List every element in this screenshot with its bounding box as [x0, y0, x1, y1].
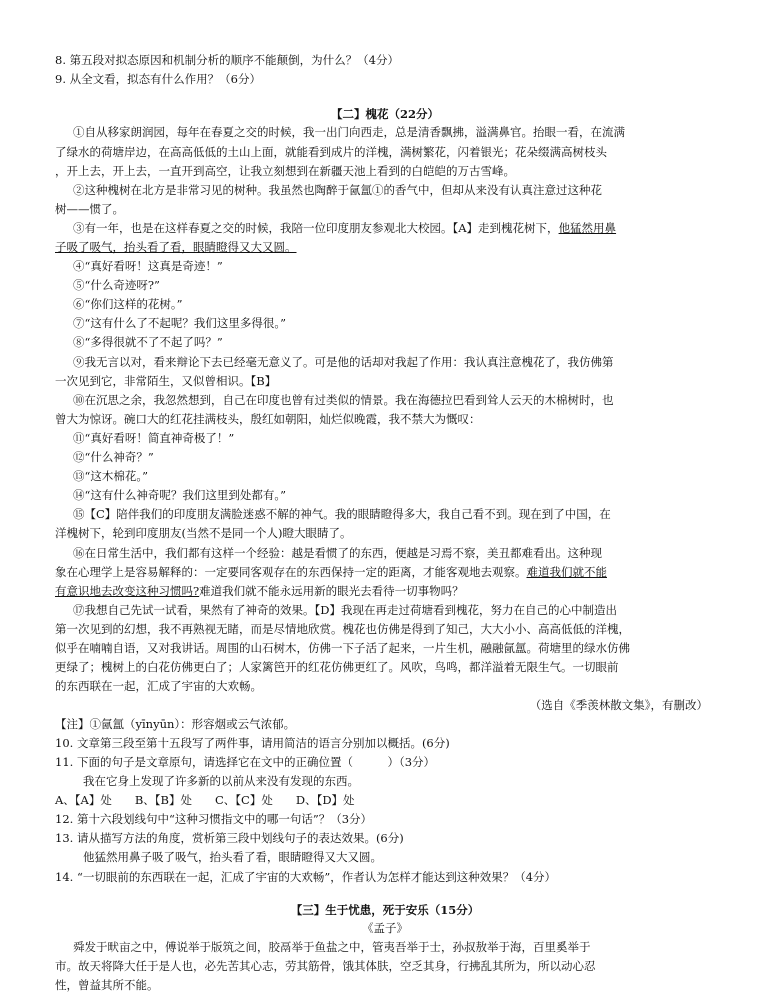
paragraph-6: ⑥“你们这样的花树。” — [73, 297, 183, 311]
paragraph-15-line-2: 洋槐树下，轮到印度朋友(当然不是同一个人)瞪大眼睛了。 — [55, 526, 352, 540]
paragraph-16-line-3 — [55, 583, 720, 600]
paragraph-2-line-2: 树——惯了。 — [55, 202, 124, 216]
paragraph-17-line-5: 的东西联在一起，汇成了宇宙的大欢畅。 — [55, 679, 262, 693]
question-13-sentence: 他猛然用鼻子吸了吸气，抬头看了看，眼睛瞪得又大又圆。 — [83, 850, 382, 864]
paragraph-17-line-4: 更绿了；槐树上的白花仿佛更白了；人家篱笆开的红花仿佛更红了。风吹，鸟鸣，都洋溢着无限生气。一切眼前 — [55, 660, 619, 674]
paragraph-16-text: 象在心理学上是容易解释的：一定要同客观存在的东西保持一定的距离，才能客观地去观察。 — [55, 565, 527, 579]
paragraph-14: ⑭“这有什么神奇呢？我们这里到处都有。” — [73, 488, 287, 502]
question-9: 9. 从全文看，拟态有什么作用？（6分） — [55, 72, 261, 86]
paragraph-17-line-1: ⑰我想自己先试一试看，果然有了神奇的效果。【D】我现在再走过荷塘看到槐花，努力在自己的心中制造出 — [73, 603, 617, 617]
paragraph-16-line-1: ⑯在日常生活中，我们都有这样一个经验：越是看惯了的东西，便越是习焉不察，美丑都难看出。这种现 — [73, 546, 602, 560]
paragraph-3-text: ③有一年，也是在这样春夏之交的时候，我陪一位印度朋友参观北大校园。【A】走到槐花树下， — [73, 221, 559, 235]
question-11-sentence: 我在它身上发现了许多新的以前从来没有发现的东西。 — [83, 774, 359, 788]
question-11: 11. 下面的句子是文章原句，请选择它在文中的正确位置（ ）（3分） — [55, 755, 436, 769]
paragraph-10-line-1: ⑩在沉思之余，我忽然想到，自己在印度也曾有过类似的情景。我在海德拉巴看到耸人云天的木棉树时，也 — [73, 393, 614, 407]
footnote: 【注】①氤氲（yīnyūn）：形容烟或云气浓郁。 — [55, 717, 296, 731]
paragraph-2-line-1: ②这种槐树在北方是非常习见的树种。我虽然也陶醉于氤氲①的香气中，但却从来没有认真注意过这种花 — [73, 183, 602, 197]
paragraph-16-line-2 — [55, 564, 720, 581]
question-11-options: A、【A】处 B、【B】处 C、【C】处 D、【D】处 — [55, 793, 355, 807]
paragraph-13: ⑬“这木棉花。” — [73, 469, 149, 483]
question-13: 13. 请从描写方法的角度，赏析第三段中划线句子的表达效果。(6分) — [55, 831, 404, 845]
question-8: 8. 第五段对拟态原因和机制分析的顺序不能颠倒，为什么？（4分） — [55, 53, 399, 67]
paragraph-8: ⑧“多得很就不了不起了吗？” — [73, 335, 223, 349]
classical-text-line-1: 舜发于畎亩之中，傅说举于版筑之间，胶鬲举于鱼盐之中，管夷吾举于士，孙叔敖举于海，百里奚举于 — [73, 940, 591, 954]
paragraph-3-line-1 — [73, 220, 720, 237]
underlined-sentence-continued: 子吸了吸气，抬头看了看，眼睛瞪得又大又圆。 — [55, 240, 297, 254]
underlined-sentence-16-continued: 有意识地去改变这种习惯吗? — [55, 584, 200, 598]
paragraph-16-text-end: 难道我们就不能永远用新的眼光去看待一切事物吗？ — [199, 584, 464, 598]
paragraph-7: ⑦“这有什么了不起呢？我们这里多得很。” — [73, 316, 287, 330]
classical-text-line-2: 市。故天将降大任于是人也，必先苦其心志，劳其筋骨，饿其体肤，空乏其身，行拂乱其所为，所以动心忍 — [55, 959, 596, 973]
section-2-title: 【二】槐花（22分） — [330, 107, 439, 121]
paragraph-10-line-2: 曾大为惊讶。碗口大的红花挂满枝头，殷红如朝阳，灿烂似晚霞，我不禁大为慨叹： — [55, 412, 481, 426]
paragraph-12: ⑫“什么神奇？” — [73, 450, 154, 464]
section-3-title: 【三】生于忧患，死于安乐（15分） — [290, 903, 480, 917]
paragraph-4: ④“真好看呀！这真是奇迹！” — [73, 259, 223, 273]
paragraph-15-line-1: ⑮【C】陪伴我们的印度朋友满脸迷惑不解的神气。我的眼睛瞪得多大，我自己看不到。现在到了中国，在 — [73, 507, 611, 521]
source-citation: （选自《季羡林散文集》，有删改） — [529, 698, 708, 712]
question-10: 10. 文章第三段至第十五段写了两件事，请用简洁的语言分别加以概括。(6分) — [55, 736, 450, 750]
paragraph-11: ⑪“真好看呀！简直神奇极了！” — [73, 431, 235, 445]
paragraph-9-line-2: 一次见到它，非常陌生，又似曾相识。【B】 — [55, 374, 277, 388]
paragraph-5: ⑤“什么奇迹呀?” — [73, 278, 160, 292]
paragraph-1-line-3: ，开上去，开上去，一直开到高空，让我立刻想到在新疆天池上看到的白皑皑的万古雪峰。 — [55, 164, 515, 178]
paragraph-17-line-3: 似乎在喃喃自语，又对我讲话。周围的山石树木，仿佛一下子活了起来，一片生机，融融氤氲。荷塘里的绿水仿佛 — [55, 641, 630, 655]
section-3-author: 《孟子》 — [362, 921, 408, 935]
paragraph-1-line-1: ①自从移家朗润园，每年在春夏之交的时候，我一出门向西走，总是清香飘拂，溢满鼻官。抬眼一看，在流满 — [73, 125, 625, 139]
question-12: 12. 第十六段划线句中“这种习惯指文中的哪一句话”？（3分） — [55, 812, 373, 826]
underlined-sentence: 他猛然用鼻 — [558, 221, 617, 235]
paragraph-9-line-1: ⑨我无言以对，看来辩论下去已经毫无意义了。可是他的话却对我起了作用：我认真注意槐花了，我仿佛第 — [73, 355, 614, 369]
underlined-sentence-16: 难道我们就不能 — [526, 565, 607, 579]
paragraph-17-line-2: 第一次见到的幻想，我不再熟视无睹，而是尽情地欣赏。槐花也仿佛是得到了知己，大大小小、高高低低的洋槐， — [55, 622, 630, 636]
classical-text-line-3: 性，曾益其所不能。 — [55, 978, 159, 992]
question-14: 14. “一切眼前的东西联在一起，汇成了宇宙的大欢畅”，作者认为怎样才能达到这种效果？（4分） — [55, 870, 557, 884]
paragraph-1-line-2: 了绿水的荷塘岸边，在高高低低的土山上面，就能看到成片的洋槐，满树繁花，闪着银光；花朵缀满高树枝头 — [55, 145, 607, 159]
